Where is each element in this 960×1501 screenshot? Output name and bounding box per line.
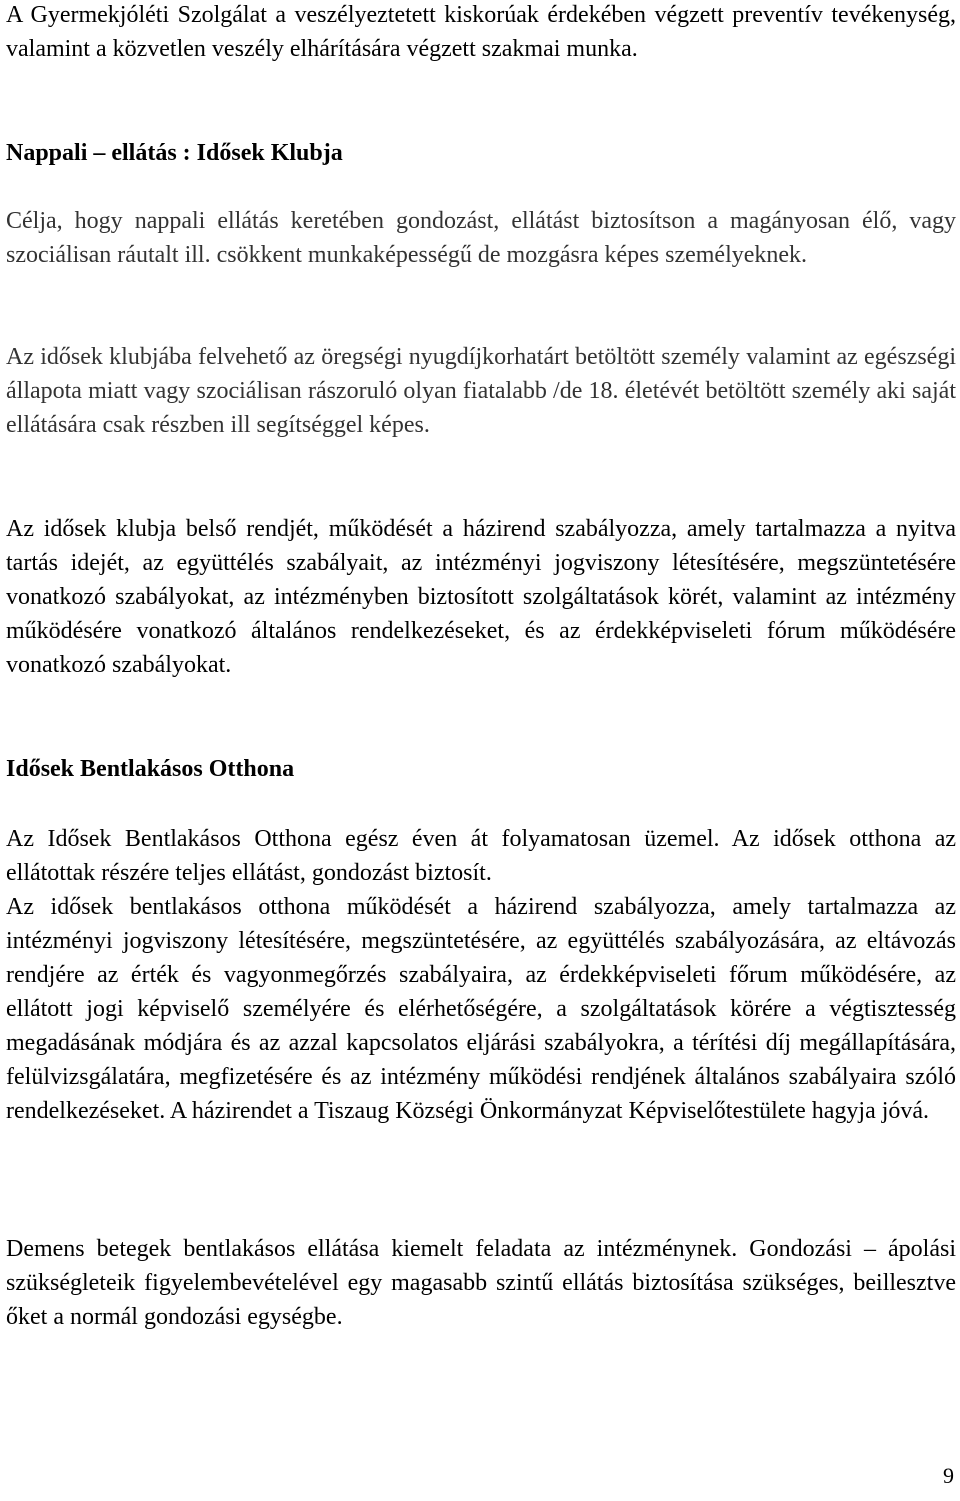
paragraph-klub-felveheto: Az idősek klubjába felvehető az öregségi nyugdíjkorhatárt betöltött személy valamint az egészségi állapota miatt vagy szociálisan rászoruló olyan fiatalabb /de 18. életévét betöltött személy aki saját ellátására csak részben ill segítséggel képes. — [6, 344, 956, 438]
paragraph-otthon-uzem: Az Idősek Bentlakásos Otthona egész éven át folyamatosan üzemel. Az idősek otthona az ellátottak részére teljes ellátást, gondozást biztosít. — [6, 826, 956, 886]
heading-idosek-bentlakasos-otthona: Idősek Bentlakásos Otthona — [6, 756, 295, 782]
page-number: 9 — [943, 1463, 954, 1488]
paragraph-klub-rendje: Az idősek klubja belső rendjét, működését a házirend szabályozza, amely tartalmazza a nyitva tartás idejét, az együttélés szabályait, az intézményi jogviszony létesítésére, megszüntetésére vonatkozó szabályokat, az intézményben biztosított szolgáltatások körét, valamint az intézmény működésére vonatkozó általános rendelkezéseket, és az érdekképviseleti fórum működésére vonatkozó szabályokat. — [6, 516, 956, 678]
paragraph-otthon-rendje: Az idősek bentlakásos otthona működését a házirend szabályozza, amely tartalmazza az intézményi jogviszony létesítésére, megszüntetésére, az együttélés szabályozására, az eltávozás rendjére az érték és vagyonmegőrzés szabályaira, az érdekképviseleti főrum működésére, az ellátott jogi képviselő személyére és elérhetőségére, a szolgáltatások körére a végtisztesség megadásának módjára és az azzal kapcsolatos eljárási szabályokra, a térítési díj megállapítására, felülvizsgálatára, megfizetésére és az intézmény működési rendjének általános szabályaira szóló rendelkezéseket. A házirendet a Tiszaug Községi Önkormányzat Képviselőtestülete hagyja jóvá. — [6, 894, 956, 1124]
heading-idosek-klubja: Nappali – ellátás : Idősek Klubja — [6, 140, 343, 166]
paragraph-demens-betegek: Demens betegek bentlakásos ellátása kiemelt feladata az intézménynek. Gondozási – ápolási szükségleteik figyelembevételével egy magasabb szintű ellátás biztosítása szükséges, beillesztve őket a normál gondozási egységbe. — [6, 1236, 956, 1330]
paragraph-gyermekjoleti-szolgalat: A Gyermekjóléti Szolgálat a veszélyeztetett kiskorúak érdekében végzett preventív tevékenység, valamint a közvetlen veszély elhárítására végzett szakmai munka. — [6, 2, 956, 62]
paragraph-klub-celja: Célja, hogy nappali ellátás keretében gondozást, ellátást biztosítson a magányosan élő, vagy szociálisan ráutalt ill. csökkent munkaképességű de mozgásra képes személyeknek. — [6, 208, 956, 268]
